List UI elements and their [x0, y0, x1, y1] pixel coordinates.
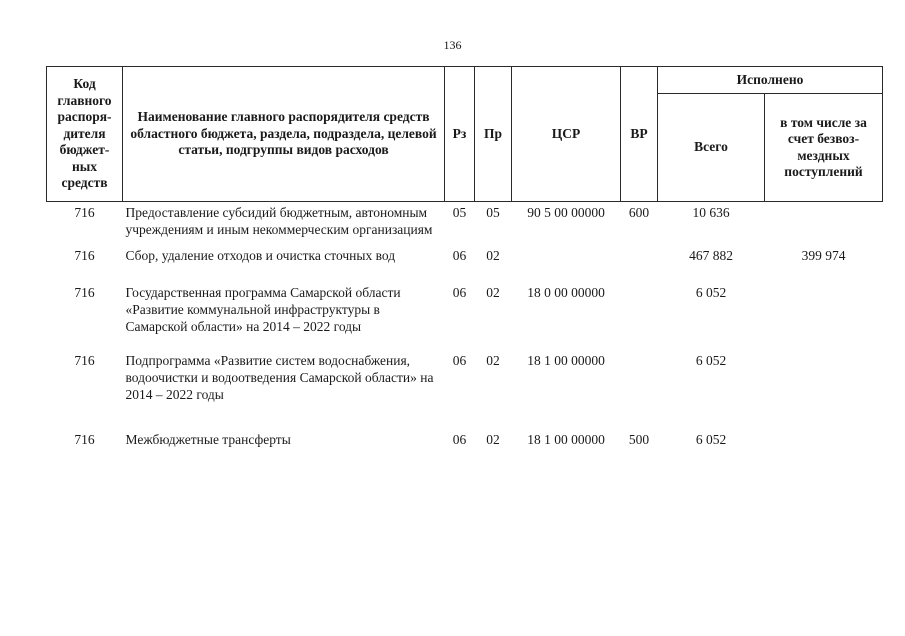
cell-rz: 05	[452, 205, 467, 220]
table-row	[47, 247, 883, 284]
cell-csr: 18 1 00 00000	[527, 432, 605, 448]
cell-total: 6 052	[695, 284, 727, 300]
cell-total: 467 882	[689, 247, 733, 263]
cell-name: Предоставление субсидий бюджетным, автономным учреждениям и иным некоммерческим организациям	[125, 205, 433, 238]
cell-csr: 18 0 00 00000	[527, 284, 605, 300]
header-including: в том числе за счет безвоз-мездных поступлений	[765, 94, 883, 202]
cell-rz: 06	[452, 247, 467, 263]
cell-rz: 06	[452, 284, 467, 300]
table-header	[47, 67, 883, 202]
cell-name: Сбор, удаление отходов и очистка сточных вод	[125, 247, 396, 263]
cell-including	[765, 431, 883, 452]
table-row	[47, 431, 883, 452]
cell-pr: 02	[486, 432, 500, 448]
cell-csr: 90 5 00 00000	[527, 205, 605, 220]
page-number: 136	[443, 38, 462, 52]
cell-rz: 06	[452, 352, 467, 368]
cell-csr: 18 1 00 00000	[527, 352, 605, 368]
header-rz: Рз	[445, 67, 475, 202]
cell-including	[765, 284, 883, 352]
header-total: Всего	[658, 94, 765, 202]
header-pr: Пр	[475, 67, 512, 202]
table-row	[47, 202, 883, 247]
cell-pr: 05	[486, 205, 500, 220]
cell-total: 6 052	[695, 352, 727, 368]
header-executed: Исполнено	[658, 67, 883, 94]
table-row	[47, 352, 883, 432]
table-row	[47, 284, 883, 352]
header-code: Код главного распоря-дителя бюджет-ных средств	[47, 67, 123, 202]
cell-vr	[621, 352, 658, 432]
cell-code: 716	[74, 432, 95, 448]
cell-pr: 02	[486, 284, 500, 300]
cell-including	[765, 202, 883, 247]
cell-code: 716	[74, 205, 95, 220]
cell-name: Подпрограмма «Развитие систем водоснабжения, водоочистки и водоотведения Самарской области» на 2014 – 2022 годы	[125, 352, 434, 403]
cell-including: 399 974	[801, 247, 846, 263]
cell-code: 716	[74, 352, 95, 368]
cell-vr: 500	[628, 432, 650, 448]
cell-rz: 06	[452, 432, 467, 448]
cell-csr	[512, 247, 621, 284]
cell-pr: 02	[486, 247, 500, 263]
header-csr: ЦСР	[512, 67, 621, 202]
cell-code: 716	[74, 284, 95, 300]
cell-code: 716	[74, 247, 95, 263]
cell-pr: 02	[486, 352, 500, 368]
cell-vr: 600	[628, 205, 650, 220]
header-name: Наименование главного распорядителя средств областного бюджета, раздела, подраздела, целевой статьи, подгруппы видов расходов	[123, 67, 445, 202]
header-vr: ВР	[621, 67, 658, 202]
cell-total: 6 052	[695, 432, 727, 448]
cell-name: Межбюджетные трансферты	[125, 432, 291, 448]
table-body	[47, 202, 883, 453]
cell-name: Государственная программа Самарской области «Развитие коммунальной инфраструктуры в Самарской области» на 2014 – 2022 годы	[125, 284, 401, 335]
cell-including	[765, 352, 883, 432]
cell-total: 10 636	[692, 205, 730, 220]
cell-vr	[621, 247, 658, 284]
cell-vr	[621, 284, 658, 352]
budget-execution-table	[46, 66, 883, 453]
